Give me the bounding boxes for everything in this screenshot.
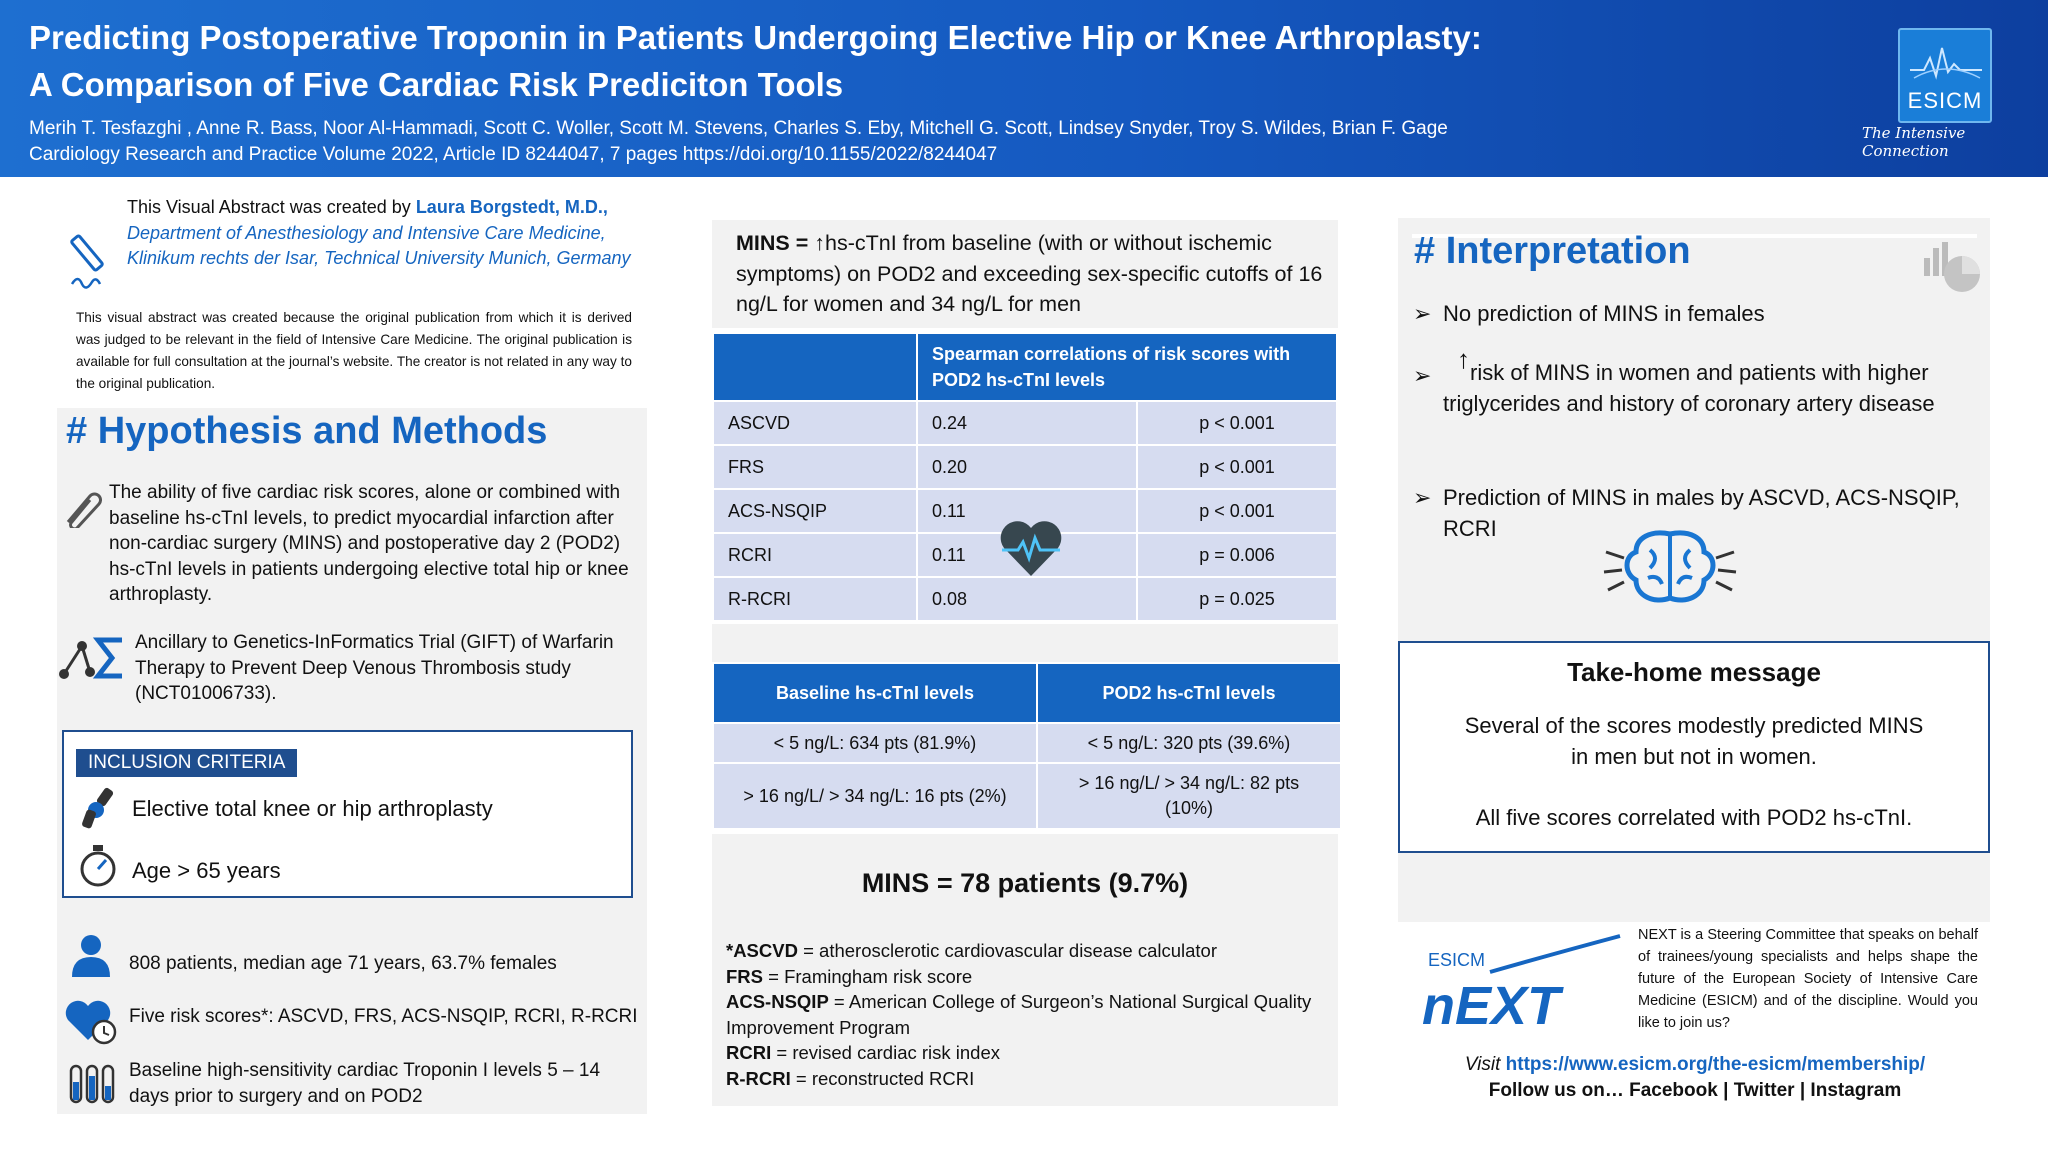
abbr-item (726, 964, 1336, 990)
logo-text: ESICM (1907, 88, 1983, 113)
corr-p-value: p = 0.025 (1137, 577, 1337, 621)
inclusion-item-2: Age > 65 years (132, 858, 281, 883)
corr-score: RCRI (713, 533, 917, 577)
table-row (713, 401, 1337, 445)
abbr-key: FRS (726, 965, 763, 987)
abbr-item (726, 989, 1336, 1040)
inclusion-label: INCLUSION CRITERIA (76, 749, 297, 777)
table-row (713, 763, 1341, 829)
corr-p-value: p < 0.001 (1137, 445, 1337, 489)
network-sigma-icon (56, 634, 126, 682)
study-text: Ancillary to Genetics-InFormatics Trial (GIFT) of Warfarin Therapy to Prevent Deep Venous Thrombosis study (NCT01006733). (135, 632, 614, 704)
membership-link[interactable]: https://www.esicm.org/the-esicm/membership/ (1505, 1054, 1926, 1075)
paper-title (29, 14, 1849, 108)
bullet-arrow-icon: ➢ (1413, 301, 1432, 326)
mins-definition-text: hs-cTnI from baseline (with or without ischemic symptoms) on POD2 and exceeding sex-specific cutoffs of 16 ng/L for women and 34 ng/L for men (736, 231, 1323, 316)
interp-text-2: risk of MINS in women and patients with higher triglycerides and history of coronary artery disease (1443, 360, 1935, 416)
header-banner (0, 0, 2048, 177)
up-arrow-icon: ↑ (1457, 344, 1470, 374)
corr-score: FRS (713, 445, 917, 489)
mins-definition (736, 228, 1336, 320)
visit-label: Visit (1464, 1054, 1506, 1075)
authors-block (29, 116, 1448, 168)
creator-department: Department of Anesthesiology and Intensive Care Medicine, Klinikum rechts der Isar, Technical University Munich, Germany (127, 222, 631, 268)
interpretation-title: # Interpretation (1414, 230, 1691, 272)
esicm-next-logo (1420, 932, 1625, 1032)
pen-signature-icon (66, 232, 116, 292)
correlation-table (712, 332, 1338, 622)
table-row (713, 723, 1341, 763)
corr-value: 0.11 (917, 489, 1137, 533)
bullet-arrow-icon: ➢ (1413, 363, 1432, 388)
disclaimer: This visual abstract was created because the original publication from which it is derived was judged to be relevant in the field of Intensive Care Medicine. The original publication is available for full consultation at the journal’s website. The creator is not related in any way to the original publication. (76, 310, 632, 391)
interp-bullet-2 (1413, 344, 1975, 416)
corr-value: 0.08 (917, 577, 1137, 621)
scores-stat: Five risk scores*: ASCVD, FRS, ACS-NSQIP, RCRI, R-RCRI (129, 1006, 638, 1027)
troponin-stat: Baseline high-sensitivity cardiac Troponin I levels 5 – 14 days prior to surgery and on POD2 (129, 1060, 601, 1107)
creator-name: Laura Borgstedt, M.D., (415, 197, 608, 217)
corr-score: ASCVD (713, 401, 917, 445)
heartbeat-heart-icon (1000, 520, 1062, 578)
visit-block (1400, 1052, 1990, 1104)
abbr-value: = American College of Surgeon’s National Surgical Quality Improvement Program (726, 991, 1312, 1038)
authors: Merih T. Tesfazghi , Anne R. Bass, Noor Al-Hammadi, Scott C. Woller, Scott M. Stevens, Charles S. Eby, Mitchell G. Scott, Lindsey Snyder, Troy S. Wildes, Brian F. Gage (29, 118, 1448, 139)
inclusion-item-1: Elective total knee or hip arthroplasty (132, 796, 493, 821)
mins-count: MINS = 78 patients (9.7%) (861, 868, 1189, 898)
table-row (713, 445, 1337, 489)
abbr-value: = atherosclerotic cardiovascular disease calculator (797, 940, 1217, 961)
inclusion-criteria-box (62, 730, 633, 898)
tagline: The Intensive Connection (1862, 124, 1966, 160)
test-tubes-icon (68, 1064, 116, 1106)
take-home-1: Several of the scores modestly predicted MINS in men but not in women. (1464, 713, 1924, 769)
corr-score: R-RCRI (713, 577, 917, 621)
person-icon (70, 933, 112, 977)
next-word: nEXT (1422, 976, 1561, 1032)
abbr-item (726, 1066, 1336, 1092)
take-home-box (1398, 641, 1990, 853)
abbr-key: R-RCRI (726, 1067, 791, 1089)
corr-header-empty (713, 333, 917, 401)
methods-title: # Hypothesis and Methods (66, 410, 548, 452)
esicm-logo (1898, 28, 1992, 123)
abbr-key: RCRI (726, 1042, 772, 1063)
table-gap (712, 624, 1338, 662)
brain-icon (1600, 528, 1740, 610)
take-home-title: Take-home message (1567, 657, 1821, 687)
stopwatch-icon (76, 842, 120, 890)
abbr-value: = revised cardiac risk index (771, 1042, 1001, 1063)
knee-joint-icon (76, 786, 120, 830)
corr-p-value: p < 0.001 (1137, 489, 1337, 533)
next-brand: ESICM (1428, 950, 1486, 970)
paperclip-icon (60, 488, 102, 528)
abbr-value: = Framingham risk score (763, 965, 973, 987)
corr-score: ACS-NSQIP (713, 489, 917, 533)
chart-icon (1920, 238, 1982, 296)
corr-value: 0.11 (917, 533, 1137, 577)
corr-header: Spearman correlations of risk scores with POD2 hs-cTnI levels (917, 333, 1337, 401)
next-description: NEXT is a Steering Committee that speaks on behalf of trainees/young specialists and helps shape the future of the European Society of Intensive Care Medicine (ESICM) and of the discipline. Would you like to join us? (1638, 927, 1978, 1031)
trop-cell: > 16 ng/L/ > 34 ng/L: 16 pts (2%) (713, 763, 1037, 829)
abbr-key: ACS-NSQIP (726, 991, 829, 1012)
creator-prefix: This Visual Abstract was created by (127, 197, 416, 217)
corr-p-value: p = 0.006 (1137, 533, 1337, 577)
corr-value: 0.20 (917, 445, 1137, 489)
troponin-table (712, 662, 1342, 830)
trop-header-baseline: Baseline hs-cTnI levels (713, 663, 1037, 723)
bullet-arrow-icon: ➢ (1413, 485, 1432, 510)
corr-value: 0.24 (917, 401, 1137, 445)
mins-label: MINS = (736, 231, 815, 255)
citation[interactable]: Cardiology Research and Practice Volume 2022, Article ID 8244047, 7 pages https://doi.org/10.1155/2022/8244047 (29, 144, 998, 165)
patients-stat: 808 patients, median age 71 years, 63.7% females (129, 953, 557, 974)
trop-cell: < 5 ng/L: 634 pts (81.9%) (713, 723, 1037, 763)
title-line-1: Predicting Postoperative Troponin in Patients Undergoing Elective Hip or Knee Arthroplasty: (29, 19, 1482, 56)
take-home-2: All five scores correlated with POD2 hs-cTnI. (1475, 805, 1913, 830)
abbr-key: *ASCVD (726, 940, 798, 961)
table-row (713, 577, 1337, 621)
heart-clock-icon (64, 996, 118, 1046)
title-line-2: A Comparison of Five Cardiac Risk Prediciton Tools (29, 66, 844, 103)
trop-header-pod2: POD2 hs-cTnI levels (1037, 663, 1341, 723)
abbr-value: = reconstructed RCRI (790, 1067, 975, 1089)
social-links[interactable]: Follow us on… Facebook | Twitter | Instagram (1488, 1080, 1902, 1101)
interp-text-2-wrap (1415, 344, 1975, 416)
trop-cell: < 5 ng/L: 320 pts (39.6%) (1037, 723, 1341, 763)
trop-cell: > 16 ng/L/ > 34 ng/L: 82 pts (10%) (1037, 763, 1341, 829)
interp-bullet-1 (1415, 298, 1975, 329)
abbr-item (726, 1040, 1336, 1066)
creator-info (127, 195, 637, 272)
up-arrow-icon: ↑ (814, 231, 826, 255)
abbreviations (726, 938, 1336, 1091)
heartbeat-wave-icon (1908, 40, 1984, 84)
abbr-item (726, 938, 1336, 964)
corr-p-value: p < 0.001 (1137, 401, 1337, 445)
interp-text-3: Prediction of MINS in males by ASCVD, ACS-NSQIP, RCRI (1443, 485, 1960, 541)
interp-text-1: No prediction of MINS in females (1443, 301, 1765, 326)
hypothesis-text: The ability of five cardiac risk scores, alone or combined with baseline hs-cTnI levels, to predict myocardial infarction after non-cardiac surgery (MINS) and postoperative day 2 (POD2) hs-cTnI levels in patients undergoing elective total hip or knee arthroplasty. (109, 482, 629, 605)
